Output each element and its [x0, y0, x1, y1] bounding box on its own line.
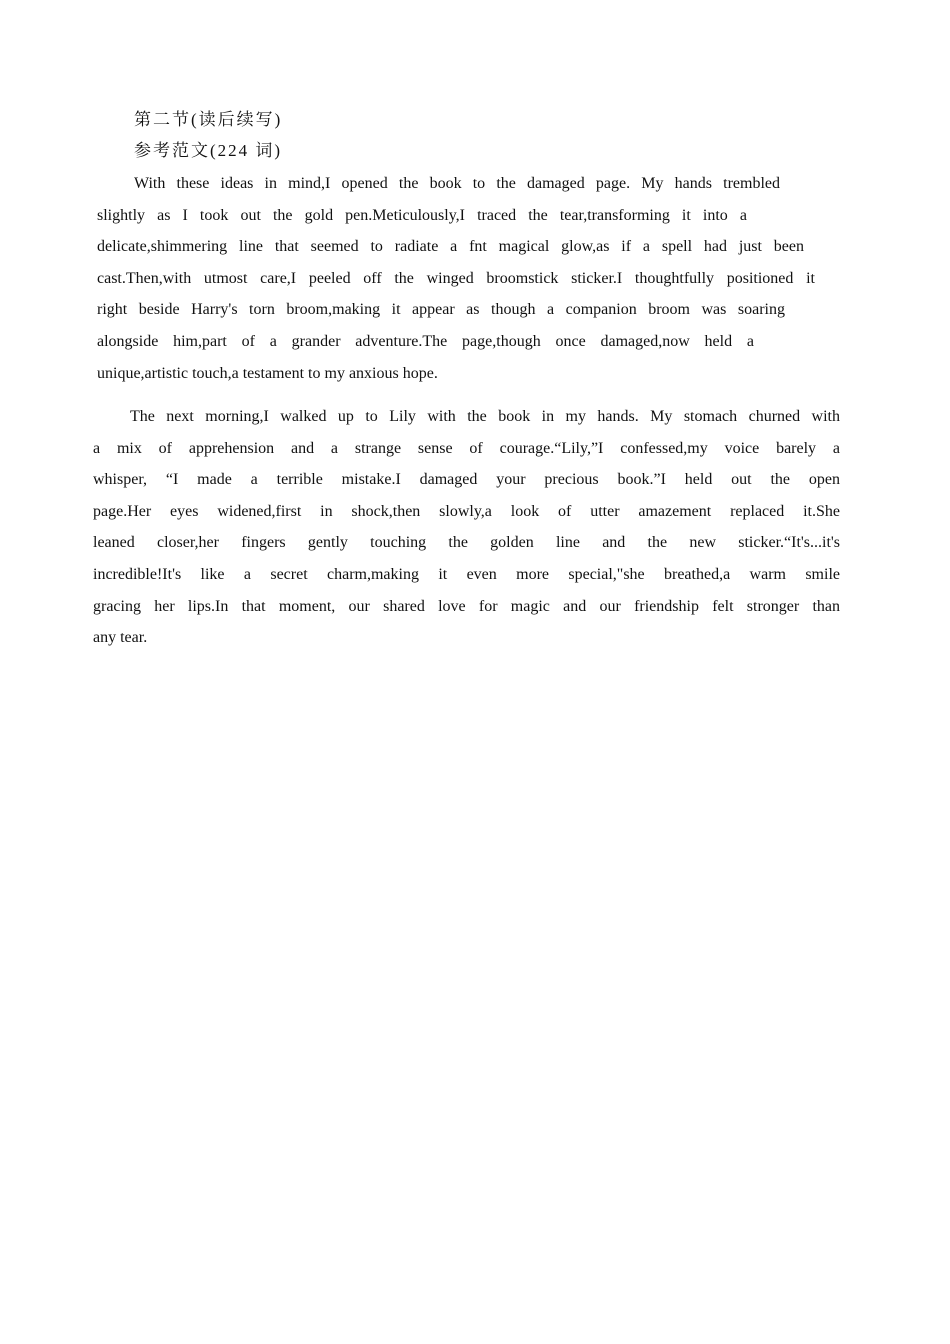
paragraph-line: leaned closer,her fingers gently touching the golden line and the new sticker.“It's...it's — [93, 534, 840, 552]
paragraph-line: delicate,shimmering line that seemed to radiate a fnt magical glow,as if a spell had just been — [97, 238, 804, 256]
paragraph-line: cast.Then,with utmost care,I peeled off the winged broomstick sticker.I thoughtfully positioned it — [97, 269, 815, 287]
paragraph-line: alongside him,part of a grander adventure.The page,though once damaged,now held a — [97, 332, 754, 350]
paragraph-line: gracing her lips.In that moment, our shared love for magic and our friendship felt stronger than — [93, 597, 840, 615]
essay-paragraph-1 — [97, 174, 817, 395]
paragraph-line: slightly as I took out the gold pen.Meticulously,I traced the tear,transforming it into a — [97, 206, 747, 224]
section-heading: 第二节(读后续写) — [134, 110, 283, 129]
paragraph-line: right beside Harry's torn broom,making it appear as though a companion broom was soaring — [97, 301, 785, 319]
paragraph-line: any tear. — [93, 629, 148, 647]
paragraph-line: With these ideas in mind,I opened the book to the damaged page. My hands trembled — [134, 175, 780, 192]
paragraph-line: whisper, “I made a terrible mistake.I damaged your precious book.”I held out the open — [93, 471, 840, 489]
essay-title: 参考范文(224 词) — [134, 141, 283, 160]
paragraph-line: The next morning,I walked up to Lily with the book in my hands. My stomach churned with — [130, 408, 840, 425]
essay-paragraph-2 — [93, 407, 840, 660]
paragraph-line: incredible!It's like a secret charm,making it even more special,"she breathed,a warm smile — [93, 565, 840, 583]
paragraph-line: page.Her eyes widened,first in shock,then slowly,a look of utter amazement replaced it.She — [93, 502, 840, 520]
paragraph-line: unique,artistic touch,a testament to my anxious hope. — [97, 364, 438, 382]
paragraph-line: a mix of apprehension and a strange sense of courage.“Lily,”I confessed,my voice barely a — [93, 439, 840, 457]
